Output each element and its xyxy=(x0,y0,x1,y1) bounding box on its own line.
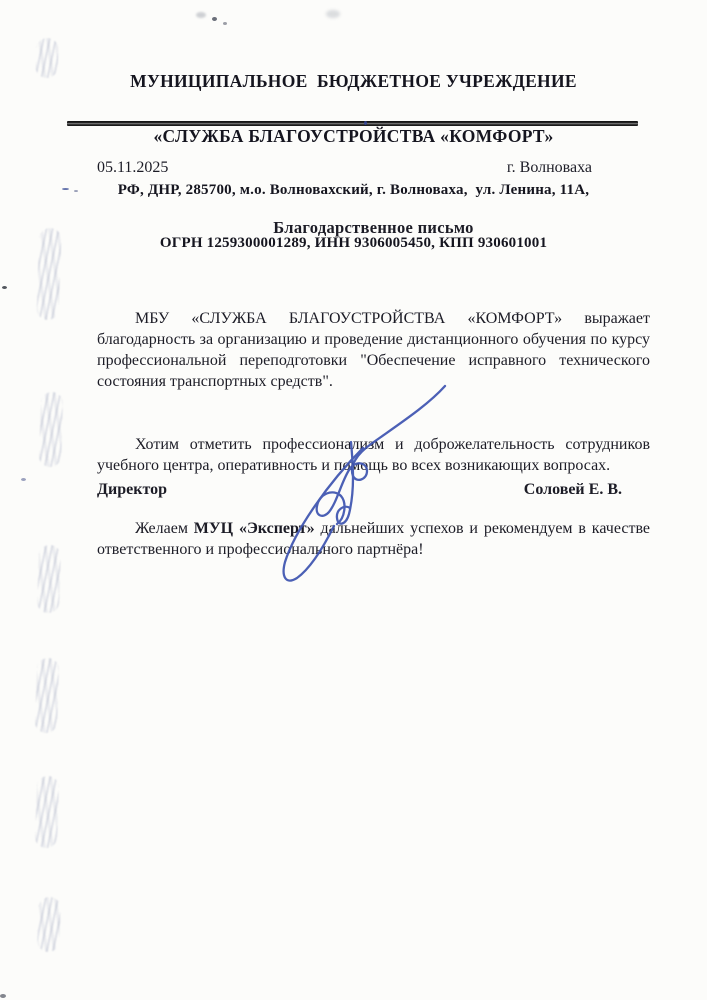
scan-speck xyxy=(223,22,227,25)
organization-address: РФ, ДНР, 285700, м.о. Волновахский, г. Волноваха, ул. Ленина, 11А, xyxy=(117,182,590,198)
paragraph3-suffix: дальнейших успехов и рекомендуем в качестве ответственного и профессионального партнёра! xyxy=(97,520,655,558)
signer-name: Соловей Е. В. xyxy=(523,481,622,498)
scan-speck xyxy=(2,286,7,289)
scan-speck xyxy=(0,994,6,998)
bleed-through-smudge xyxy=(37,897,61,953)
scan-speck xyxy=(21,478,26,481)
letterhead-divider-rule xyxy=(67,121,638,126)
organization-name-line2: «СЛУЖБА БЛАГОУСТРОЙСТВА «КОМФОРТ» xyxy=(153,126,554,146)
body-paragraph-1: МБУ «СЛУЖБА БЛАГОУСТРОЙСТВА «КОМФОРТ» выражает благодарность за организацию и проведение дистанционного обучения по курсу профессиональной переподготовки "Обеспечение исправного технического состояния транспортных средств". xyxy=(97,310,654,390)
date-city-row xyxy=(97,158,650,178)
document-date: 05.11.2025 xyxy=(97,159,169,176)
organization-name-line1: МУНИЦИПАЛЬНОЕ БЮДЖЕТНОЕ УЧРЕЖДЕНИЕ xyxy=(130,71,577,91)
scan-speck xyxy=(326,10,340,18)
bleed-through-smudge xyxy=(36,228,61,321)
signer-position: Директор xyxy=(97,481,167,498)
document-title: Благодарственное письмо xyxy=(273,218,474,237)
bleed-through-smudge xyxy=(37,545,61,614)
bleed-through-smudge xyxy=(35,776,59,849)
paragraph3-prefix: Желаем xyxy=(135,520,194,537)
body-paragraph-2: Хотим отметить профессионализм и доброжелательность сотрудников учебного центра, оперативность и помощь во всех возникающих вопросах. xyxy=(97,436,654,474)
paragraph3-bold-org-name: МУЦ «Эксперт» xyxy=(193,520,315,537)
scan-speck xyxy=(196,12,206,18)
scan-speck xyxy=(212,17,217,21)
bleed-through-smudge xyxy=(35,658,60,734)
signature-ink xyxy=(255,372,455,587)
bleed-through-smudge xyxy=(35,38,58,79)
bleed-through-smudge xyxy=(39,392,64,468)
organization-registration-numbers: ОГРН 1259300001289, ИНН 9306005450, КПП 930601001 xyxy=(159,235,548,251)
document-city: г. Волноваха xyxy=(506,159,592,176)
